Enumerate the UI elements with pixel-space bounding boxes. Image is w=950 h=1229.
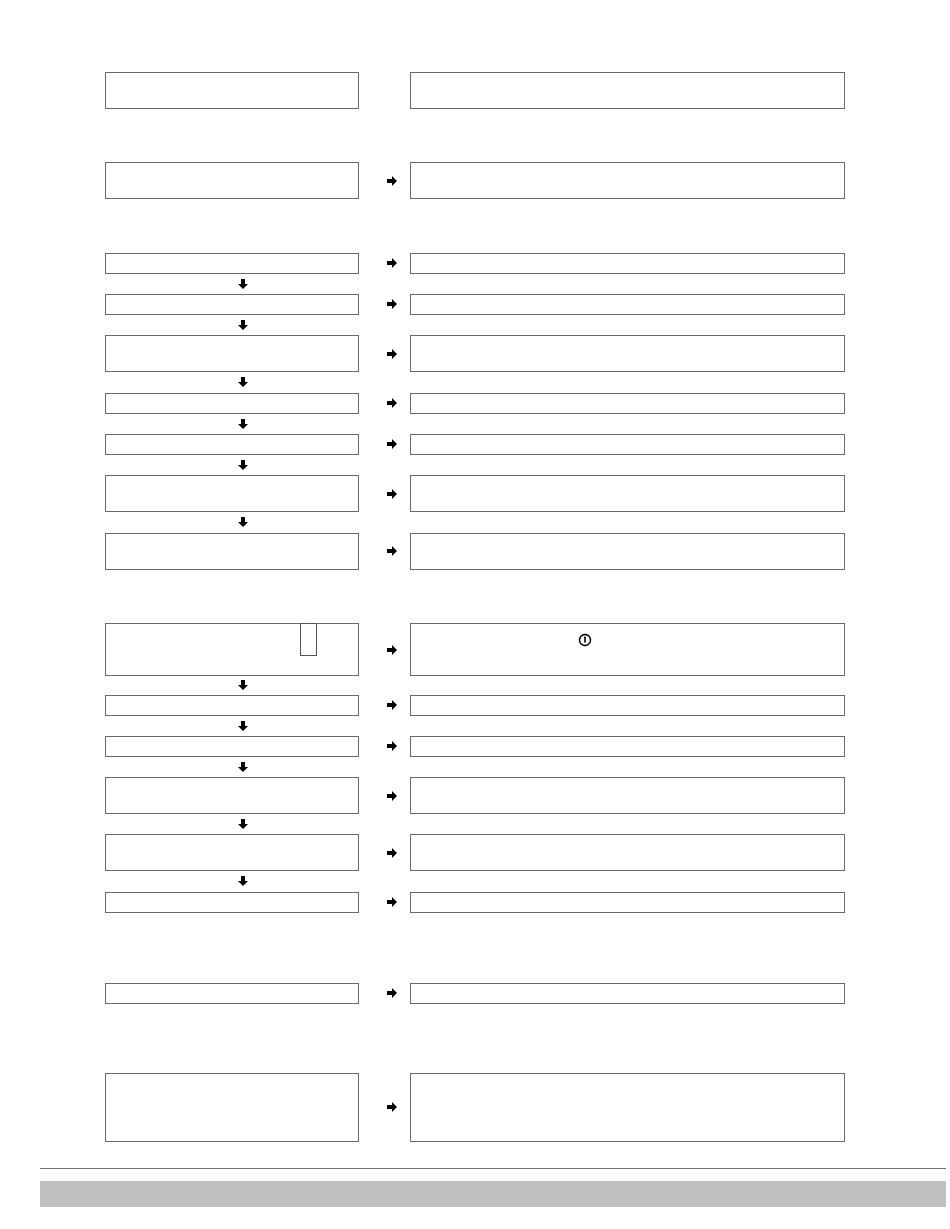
down-arrow-icon [238,819,248,829]
power-button-icon [578,633,592,647]
step-box-left [105,736,359,757]
right-arrow-icon [387,299,397,309]
step-box-left [105,533,359,570]
step-box-left [105,294,359,315]
right-arrow-icon [387,398,397,408]
result-box-right [410,253,845,274]
right-arrow-icon [387,791,397,801]
step-box-left [105,162,359,199]
down-arrow-icon [238,419,248,429]
right-arrow-icon [387,848,397,858]
result-box-right [410,892,845,913]
result-box-right [410,162,845,199]
right-arrow-icon [387,897,397,907]
down-arrow-icon [238,517,248,527]
step-box-left [105,335,359,372]
right-arrow-icon [387,700,397,710]
result-box-right [410,1073,845,1142]
right-arrow-icon [387,439,397,449]
step-box-left [105,475,359,512]
right-arrow-icon [387,176,397,186]
step-box-left [105,983,359,1004]
step-box-left [105,695,359,716]
down-arrow-icon [238,680,248,690]
result-box-right [410,294,845,315]
down-arrow-icon [238,721,248,731]
result-box-right [410,335,845,372]
step-box-left [105,434,359,455]
step-box-left [105,72,359,109]
footer-rule [40,1168,946,1169]
step-box-left [105,777,359,814]
step-box-left [105,892,359,913]
result-box-right [410,533,845,570]
right-arrow-icon [387,645,397,655]
down-arrow-icon [238,279,248,289]
right-arrow-icon [387,741,397,751]
step-box-left [105,393,359,414]
step-box-left [105,623,359,676]
down-arrow-icon [238,377,248,387]
slot-indicator [300,623,317,656]
down-arrow-icon [238,876,248,886]
down-arrow-icon [238,460,248,470]
result-box-right [410,434,845,455]
down-arrow-icon [238,762,248,772]
right-arrow-icon [387,258,397,268]
result-box-right [410,736,845,757]
result-box-right [410,983,845,1004]
right-arrow-icon [387,489,397,499]
step-box-left [105,253,359,274]
footer-bar [40,1181,946,1207]
result-box-right [410,834,845,871]
right-arrow-icon [387,988,397,998]
result-box-right [410,475,845,512]
right-arrow-icon [387,1102,397,1112]
result-box-right [410,695,845,716]
right-arrow-icon [387,349,397,359]
right-arrow-icon [387,546,397,556]
down-arrow-icon [238,320,248,330]
step-box-left [105,834,359,871]
result-box-right [410,393,845,414]
result-box-right [410,623,845,676]
result-box-right [410,777,845,814]
step-box-left [105,1073,359,1142]
result-box-right [410,72,845,109]
